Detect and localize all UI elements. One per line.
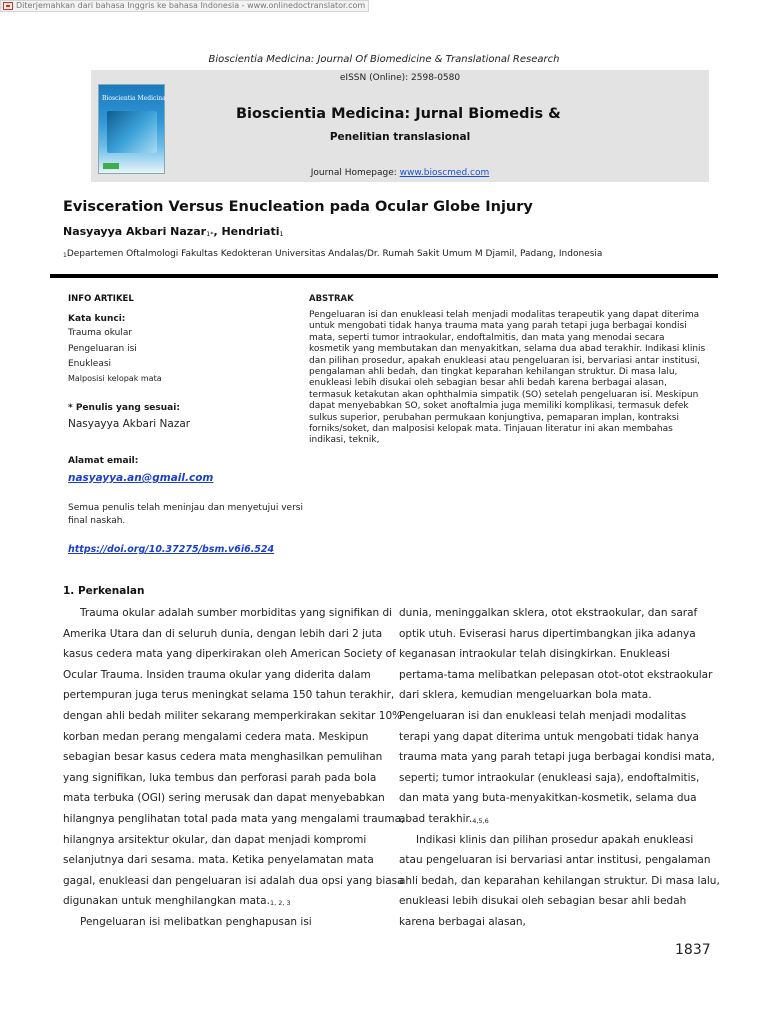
- text-line: trauma mata yang parah tetapi juga berbagai kondisi mata,: [399, 751, 715, 764]
- journal-header: [91, 70, 709, 182]
- journal-cover-image: [98, 84, 165, 174]
- text-line: karena berbagai alasan,: [399, 915, 526, 928]
- citation-ref: 1, 2, 3: [269, 899, 291, 908]
- text-line: atau pengeluaran isi bervariasi antar institusi, pengalaman: [399, 854, 711, 867]
- journal-subtitle: Penelitian translasional: [329, 131, 471, 143]
- journal-homepage: [91, 168, 709, 178]
- section-heading-introduction: 1. Perkenalan: [63, 585, 145, 597]
- text-line: dan mata yang buta-menyakitkan-kosmetik, selama dua: [399, 792, 697, 805]
- text-line: dari sklera, kemudian mengeluarkan bola mata.: [399, 689, 652, 702]
- cover-title: Bioscientia Medicina: [102, 95, 166, 102]
- text-line: gagal, enukleasi dan pengeluaran isi adalah dua opsi yang biasa: [63, 874, 404, 887]
- text-line: yang signifikan, luka tembus dan perforasi parah pada bola: [63, 771, 377, 784]
- text-line: hilangnya penglihatan total pada mata yang mengalami trauma,: [63, 812, 405, 825]
- text-line: Amerika Utara dan di seluruh dunia, dengan lebih dari 2 juta: [63, 627, 383, 640]
- homepage-label: Journal Homepage:: [310, 168, 400, 178]
- text-line: [63, 891, 373, 912]
- text-line: mata terbuka (OGI) sering merusak dan dapat menyebabkan: [63, 792, 385, 805]
- text-line: sebagian besar kasus cedera mata menghasilkan pemulihan: [63, 751, 383, 764]
- text-line: korban medan perang mengalami cedera mata. Meskipun: [63, 730, 369, 743]
- document-translate-icon: [3, 2, 13, 10]
- article-info-heading: INFO ARTIKEL: [68, 294, 134, 304]
- text-line: [399, 809, 709, 830]
- abstract-text: Pengeluaran isi dan enukleasi telah menjadi modalitas terapeutik yang dapat diterima untuk mengobati tidak hanya trauma mata yang parah tetapi juga berbagai kondisi mata, seperti tumor intraokular, endoftalmitis, dan mata yang menodai secara kosmetik yang membutakan dan menyakitkan, selama dua abad terakhir. Indikasi klinis dan pilihan prosedur, apakah enukleasi atau pengeluaran isi, bervariasi antar institusi, pengalaman ahli bedah, dan tingkat keparahan kehilangan struktur. Di masa lalu, enukleasi lebih disukai oleh sebagian besar ahli bedah karena berbagai alasan, termasuk ketakutan akan ophthalmia simpatik (SO) setelah pengeluaran isi. Meskipun dapat menyebabkan SO, soket anoftalmia juga memiliki komplikasi, termasuk defek sulkus superior, perubahan permukaan konjungtiva, pemaparan implan, kontraksi forniks/soket, dan malposisi kelopak mata. Tinjauan literatur ini akan membahas indikasi, teknik,: [309, 310, 706, 446]
- text-line: keganasan intraokular telah disingkirkan. Enukleasi: [399, 648, 670, 661]
- translator-banner[interactable]: [0, 0, 369, 12]
- text-line: pertama-tama melibatkan pelepasan otot-otot ekstraokular: [399, 668, 713, 681]
- keyword-item: Pengeluaran isi: [68, 344, 137, 354]
- homepage-link[interactable]: www.bioscmed.com: [399, 168, 490, 178]
- email-link[interactable]: nasyayya.an@gmail.com: [68, 472, 214, 484]
- text-line: Pengeluaran isi dan enukleasi telah menjadi modalitas: [399, 709, 687, 722]
- eissn: eISSN (Online): 2598-0580: [339, 73, 461, 83]
- author-name: Nasyayya Akbari Nazar: [63, 225, 207, 238]
- text-line: ahli bedah, dan keparahan kehilangan struktur. Di masa lalu,: [399, 874, 720, 887]
- keyword-item: Enukleasi: [68, 359, 112, 369]
- text-line: Indikasi klinis dan pilihan prosedur apakah enukleasi: [416, 833, 694, 846]
- email-label: Alamat email:: [68, 456, 139, 466]
- body-column-right: [399, 603, 720, 933]
- text-line-content: digunakan untuk menghilangkan mata.: [63, 895, 270, 908]
- text-line: optik utuh. Eviserasi harus dipertimbangkan jika adanya: [399, 627, 696, 640]
- affiliation-superscript: 1: [63, 252, 67, 259]
- citation-ref: 4,5,6: [472, 816, 489, 825]
- text-line: kasus cedera mata yang diperkirakan oleh American Society of: [63, 648, 396, 661]
- journal-title: Bioscientia Medicina: Jurnal Biomedis &: [236, 106, 561, 122]
- text-line: Ocular Trauma. Insiden trauma okular yang diderita dalam: [63, 668, 371, 681]
- approval-note: Semua penulis telah meninjau dan menyetujui versi final naskah.: [68, 503, 303, 526]
- paper-title: Evisceration Versus Enucleation pada Ocular Globe Injury: [63, 199, 533, 215]
- translator-banner-text: Diterjemahkan dari bahasa Inggris ke bahasa Indonesia - www.onlinedoctranslator.com: [16, 1, 366, 10]
- author-superscript: 1*: [206, 230, 214, 238]
- page-number: 1837: [675, 942, 711, 958]
- author-separator: ,: [213, 225, 222, 238]
- author-list: [63, 225, 284, 238]
- text-line: pertempuran juga terus meningkat selama 150 tahun terakhir,: [63, 689, 395, 702]
- text-line: terapi yang dapat diterima untuk mengobati tidak hanya: [399, 730, 699, 743]
- text-line: enukleasi lebih disukai oleh sebagian besar ahli bedah: [399, 895, 687, 908]
- keyword-item: Malposisi kelopak mata: [68, 374, 162, 383]
- text-line: dengan ahli bedah militer sekarang memperkirakan sekitar 10%: [63, 709, 403, 722]
- affiliation-text: Departemen Oftalmologi Fakultas Kedokteran Universitas Andalas/Dr. Rumah Sakit Umum M Djamil, Padang, Indonesia: [66, 249, 603, 259]
- section-divider: [50, 274, 718, 278]
- corresponding-author-label: * Penulis yang sesuai:: [68, 403, 180, 413]
- text-line-content: abad terakhir.: [399, 812, 473, 825]
- body-column-left: [63, 603, 405, 933]
- text-line: seperti; tumor intraokular (enukleasi saja), endoftalmitis,: [399, 771, 700, 784]
- affiliation: [63, 249, 602, 259]
- text-line: dunia, meninggalkan sklera, otot ekstraokular, dan saraf: [399, 607, 698, 619]
- abstract-heading: ABSTRAK: [309, 294, 354, 304]
- corresponding-author-name: Nasyayya Akbari Nazar: [68, 418, 191, 430]
- text-line: Pengeluaran isi melibatkan penghapusan isi: [80, 915, 312, 928]
- text-line: Trauma okular adalah sumber morbiditas yang signifikan di: [80, 607, 393, 619]
- text-line: hilangnya arsitektur okular, dan dapat menjadi kompromi: [63, 833, 367, 846]
- text-line: selanjutnya dari sesama. mata. Ketika penyelamatan mata: [63, 854, 374, 867]
- journal-running-title: Bioscientia Medicina: Journal Of Biomedicine & Translational Research: [208, 54, 560, 65]
- keyword-item: Trauma okular: [68, 328, 133, 338]
- author-name: Hendriati: [221, 225, 280, 238]
- keywords-label: Kata kunci:: [68, 314, 126, 324]
- doi-link[interactable]: https://doi.org/10.37275/bsm.v6i6.524: [68, 544, 275, 555]
- author-superscript: 1: [279, 230, 284, 238]
